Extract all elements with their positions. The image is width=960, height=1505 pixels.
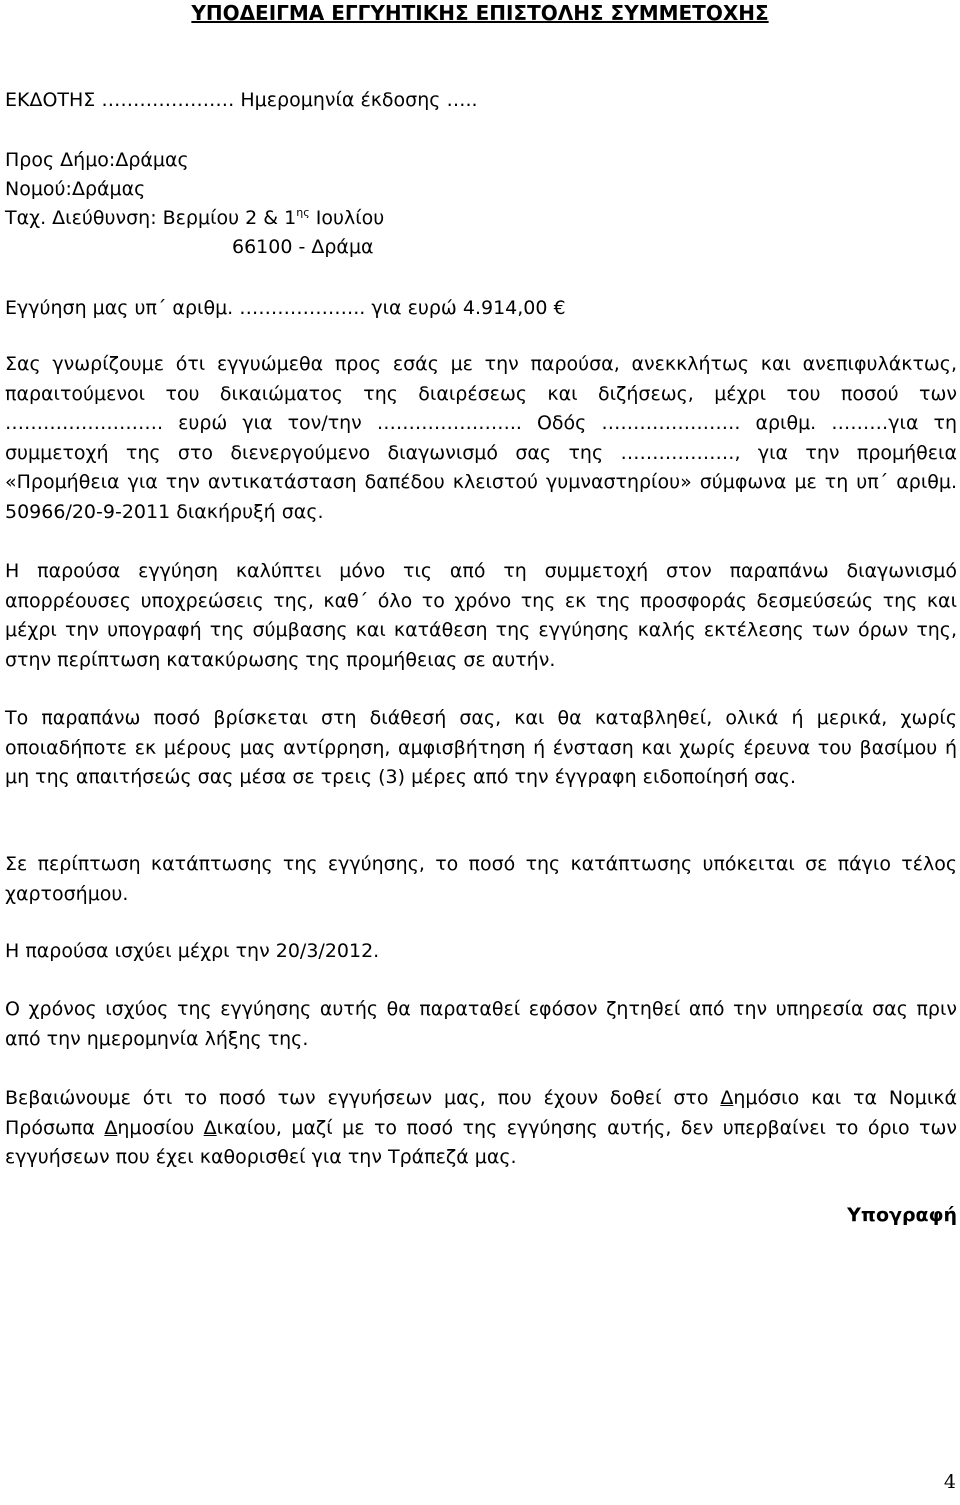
paragraph-coverage: Η παρούσα εγγύηση καλύπτει μόνο τις από τη συμμετοχή στον παραπάνω διαγωνισμό απορρέουσες υποχρεώσεις της, καθ΄ όλο το χρόνο της εκ της προσφοράς δεσμεύσεώς της και μέχρι την υπογραφή της σύμβασης και κατάθεση της εγγύησης καλής εκτέλεσης των όρων της, στην περίπτωση κατακύρωσης της προμήθειας σε αυτήν. — [5, 560, 957, 671]
bank-limit-text-3: ημοσίου — [117, 1116, 204, 1139]
address-prefix: Ταχ. Διεύθυνση: Βερμίου 2 & 1 — [5, 207, 297, 229]
signature-label: Υπογραφή — [847, 1204, 957, 1226]
paragraph-bank-limit — [5, 1084, 957, 1173]
recipient-postcode: 66100 - Δράμα — [232, 236, 374, 258]
recipient-municipality: Προς Δήμο:Δράμας — [5, 149, 189, 171]
bank-limit-text-4: ικαίου, μαζί με το ποσό της εγγύησης αυτής, δεν υπερβαίνει το όριο των εγγυήσεων που έχει καθορισθεί για την Τράπεζά μας. — [5, 1116, 957, 1168]
document-title: ΥΠΟΔΕΙΓΜΑ ΕΓΓΥΗΤΙΚΗΣ ΕΠΙΣΤΟΛΗΣ ΣΥΜΜΕΤΟΧΗΣ — [191, 1, 769, 25]
bank-limit-text-1: Βεβαιώνουμε ότι το ποσό των εγγυήσεων μας, που έχουν δοθεί στο — [5, 1087, 721, 1109]
issuer-line: ΕΚΔΟΤΗΣ ………………… Ημερομηνία έκδοσης ….. — [5, 89, 478, 111]
paragraph-payment: Το παραπάνω ποσό βρίσκεται στη διάθεσή σας, και θα καταβληθεί, ολικά ή μερικά, χωρίς οποιαδήποτε εκ μέρους μας αντίρρηση, αμφισβήτηση ή ένσταση και χωρίς έρευνα του βασίμου ή μη της απαιτήσεώς σας μέσα σε τρεις (3) μέρες από την έγγραφη ειδοποίησή σας. — [5, 707, 957, 788]
bank-limit-underlined-2: Δ — [104, 1116, 118, 1139]
guarantee-line — [5, 294, 566, 322]
paragraph-extension: Ο χρόνος ισχύος της εγγύησης αυτής θα παραταθεί εφόσον ζητηθεί από την υπηρεσία σας πριν από την ημερομηνία λήξης της. — [5, 998, 957, 1050]
address-superscript: ης — [296, 206, 310, 219]
paragraph-guarantee-statement: Σας γνωρίζουμε ότι εγγυώμεθα προς εσάς με την παρούσα, ανεκκλήτως και ανεπιφυλάκτως, παραιτούμενοι του δικαιώματος της διαιρέσεως και διζήσεως, μέχρι του ποσού των ……………………. ευρώ για τον/την ………………….. Οδός …………………. αριθμ. ………για τη συμμετοχή της στο διενεργούμενο διαγωνισμό σας της ………………, για την προμήθεια «Προμήθεια για την αντικατάσταση δαπέδου κλειστού γυμναστηρίου» σύμφωνα με τη υπ΄ αριθμ. 50966/20-9-2011 διακήρυξή σας. — [5, 353, 957, 523]
bank-limit-text-2: ημόσιο και τα Νομικά Πρόσωπα — [5, 1087, 957, 1139]
guarantee-text: Εγγύηση μας υπ΄ αριθμ. ……………….. για ευρώ 4.914,00 — [5, 297, 548, 319]
recipient-address — [5, 204, 384, 232]
bank-limit-underlined-3: Δ — [203, 1116, 217, 1139]
page-number: 4 — [943, 1471, 956, 1493]
paragraph-forfeiture: Σε περίπτωση κατάπτωσης της εγγύησης, το ποσό της κατάπτωσης υπόκειται σε πάγιο τέλος χαρτοσήμου. — [5, 853, 957, 905]
address-suffix: Ιουλίου — [309, 207, 385, 229]
paragraph-validity: Η παρούσα ισχύει μέχρι την 20/3/2012. — [5, 940, 380, 962]
euro-icon: € — [553, 297, 566, 319]
recipient-prefecture: Νομού:Δράμας — [5, 178, 146, 200]
bank-limit-underlined-1: Δ — [720, 1087, 734, 1109]
